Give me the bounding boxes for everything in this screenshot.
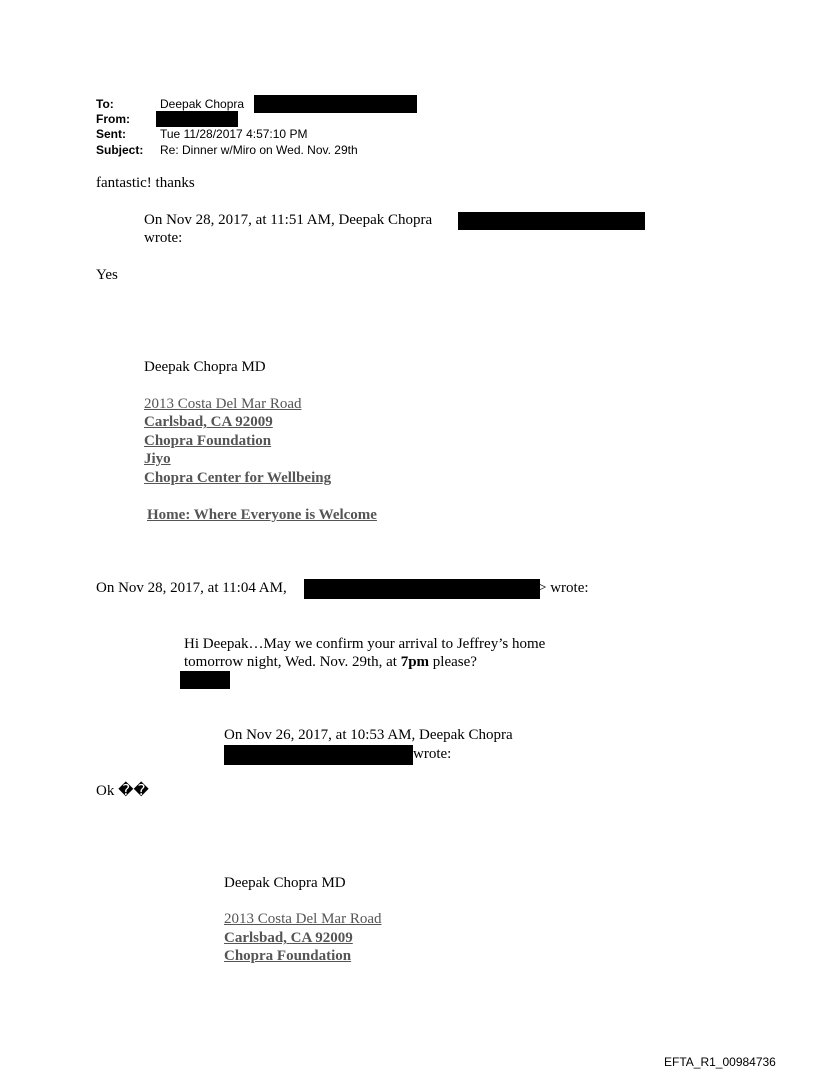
message-line: Hi Deepak…May we confirm your arrival to Jeffrey’s home bbox=[184, 636, 546, 652]
redaction-bar bbox=[180, 671, 230, 689]
address-link[interactable]: 2013 Costa Del Mar Road bbox=[224, 911, 382, 927]
to-label: To: bbox=[96, 97, 114, 111]
quote-header-line: wrote: bbox=[144, 230, 183, 246]
redaction-bar bbox=[458, 212, 645, 230]
from-label: From: bbox=[96, 112, 130, 126]
redaction-bar bbox=[304, 579, 540, 599]
subject-value: Re: Dinner w/Miro on Wed. Nov. 29th bbox=[160, 143, 358, 157]
redaction-bar bbox=[254, 95, 417, 113]
chopra-foundation-link[interactable]: Chopra Foundation bbox=[224, 948, 352, 964]
to-value: Deepak Chopra bbox=[160, 97, 245, 111]
quote-header-line: wrote: bbox=[413, 746, 452, 762]
city-link[interactable]: Carlsbad, CA 92009 bbox=[224, 930, 353, 946]
quote-header-line: On Nov 26, 2017, at 10:53 AM, Deepak Chopra bbox=[224, 727, 513, 743]
jiyo-link[interactable]: Jiyo bbox=[144, 451, 171, 467]
signature-name: Deepak Chopra MD bbox=[144, 359, 266, 375]
home-link[interactable]: Home: Where Everyone is Welcome bbox=[147, 507, 377, 523]
subject-label: Subject: bbox=[96, 143, 144, 157]
message-time: 7pm bbox=[400, 654, 430, 670]
city-link[interactable]: Carlsbad, CA 92009 bbox=[144, 414, 273, 430]
sent-value: Tue 11/28/2017 4:57:10 PM bbox=[160, 127, 308, 141]
chopra-foundation-link[interactable]: Chopra Foundation bbox=[144, 433, 272, 449]
message-text: tomorrow night, Wed. Nov. 29th, at bbox=[184, 654, 401, 670]
document-id: EFTA_R1_00984736 bbox=[664, 1055, 776, 1069]
sent-label: Sent: bbox=[96, 127, 126, 141]
quote-header-line: On Nov 28, 2017, at 11:04 AM, bbox=[96, 580, 287, 596]
redaction-bar bbox=[224, 745, 413, 765]
message-text: please? bbox=[429, 654, 477, 670]
chopra-center-link[interactable]: Chopra Center for Wellbeing bbox=[144, 470, 332, 486]
reply-text: fantastic! thanks bbox=[96, 175, 195, 191]
yes-text: Yes bbox=[96, 267, 118, 283]
quote-header-line: > wrote: bbox=[538, 580, 589, 596]
message-line bbox=[184, 653, 477, 671]
ok-text: Ok �� bbox=[96, 783, 149, 799]
redaction-bar bbox=[156, 111, 238, 127]
address-link[interactable]: 2013 Costa Del Mar Road bbox=[144, 396, 302, 412]
quote-header-line: On Nov 28, 2017, at 11:51 AM, Deepak Chopra bbox=[144, 212, 433, 228]
signature-name: Deepak Chopra MD bbox=[224, 875, 346, 891]
